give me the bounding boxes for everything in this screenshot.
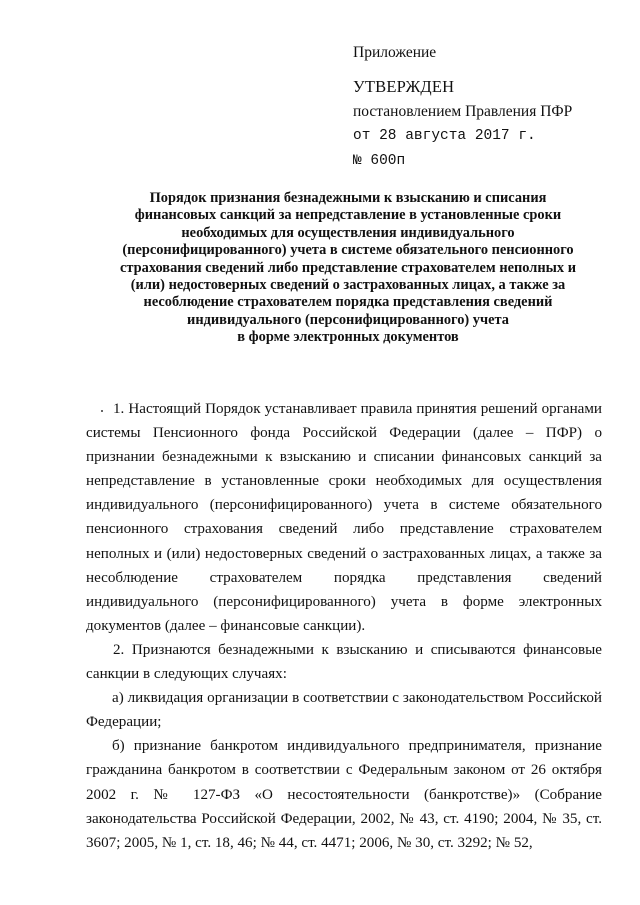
title-line: индивидуального (персонифицированного) учета xyxy=(187,311,509,328)
resolution-date: от 28 августа 2017 г. xyxy=(353,128,536,144)
title-line: в форме электронных документов xyxy=(237,329,459,346)
title-line: (персонифицированного) учета в системе обязательного пенсионного xyxy=(122,242,574,259)
paragraph-2b: б) признание банкротом индивидуального предпринимателя, признание гражданина банкротом в соответствии с Федеральным законом от 26 октября 2002 г. № 127-ФЗ «О несостоятельности (банкротстве)» (Собрание законодательства Российской Федерации, 2002, № 43, ст. 4190; 2004, № 35, ст. 3607; 2005, № 1, ст. 18, 46; № 44, ст. 4471; 2006, № 30, ст. 3292; № 52, xyxy=(86,738,602,851)
title-line: страхования сведений либо представление страхователем неполных и xyxy=(119,259,576,276)
resolution-number: № 600п xyxy=(353,153,406,169)
document-title xyxy=(88,190,608,347)
appendix-label: Приложение xyxy=(353,44,437,61)
title-line: финансовых санкций за непредставление в установленные сроки xyxy=(134,207,562,224)
title-line: несоблюдение страхователем порядка представления сведений xyxy=(143,294,553,311)
document-body xyxy=(86,397,602,855)
resolution-label: постановлением Правления ПФР xyxy=(353,103,573,120)
approved-label: УТВЕРЖДЕН xyxy=(353,77,455,96)
title-line: (или) недостоверных сведений о застрахованных лицах, а также за xyxy=(130,277,566,294)
paragraph-2: 2. Признаются безнадежными к взысканию и списываются финансовые санкции в следующих случаях: xyxy=(86,641,602,683)
title-line: Порядок признания безнадежными к взысканию и списания xyxy=(149,190,547,206)
title-line: необходимых для осуществления индивидуального xyxy=(181,224,515,241)
paragraph-2a: а) ликвидация организации в соответствии с законодательством Российской Федерации; xyxy=(86,690,602,731)
approval-stamp xyxy=(353,40,623,174)
paragraph-1: 1. Настоящий Порядок устанавливает правила принятия решений органами системы Пенсионного фонда Российской Федерации (далее – ПФР) о признании безнадежными к взысканию и списании финансовых санкций за непредставление в установленные сроки необходимых для осуществления индивидуального (персонифицированного) учета в системе обязательного пенсионного страхования сведений либо представление страхователем неполных и (или) недостоверных сведений о застрахованных лицах, а также за несоблюдение страхователем порядка представления сведений индивидуального (персонифицированного) учета в форме электронных документов (далее – финансовые санкции). xyxy=(86,401,602,634)
